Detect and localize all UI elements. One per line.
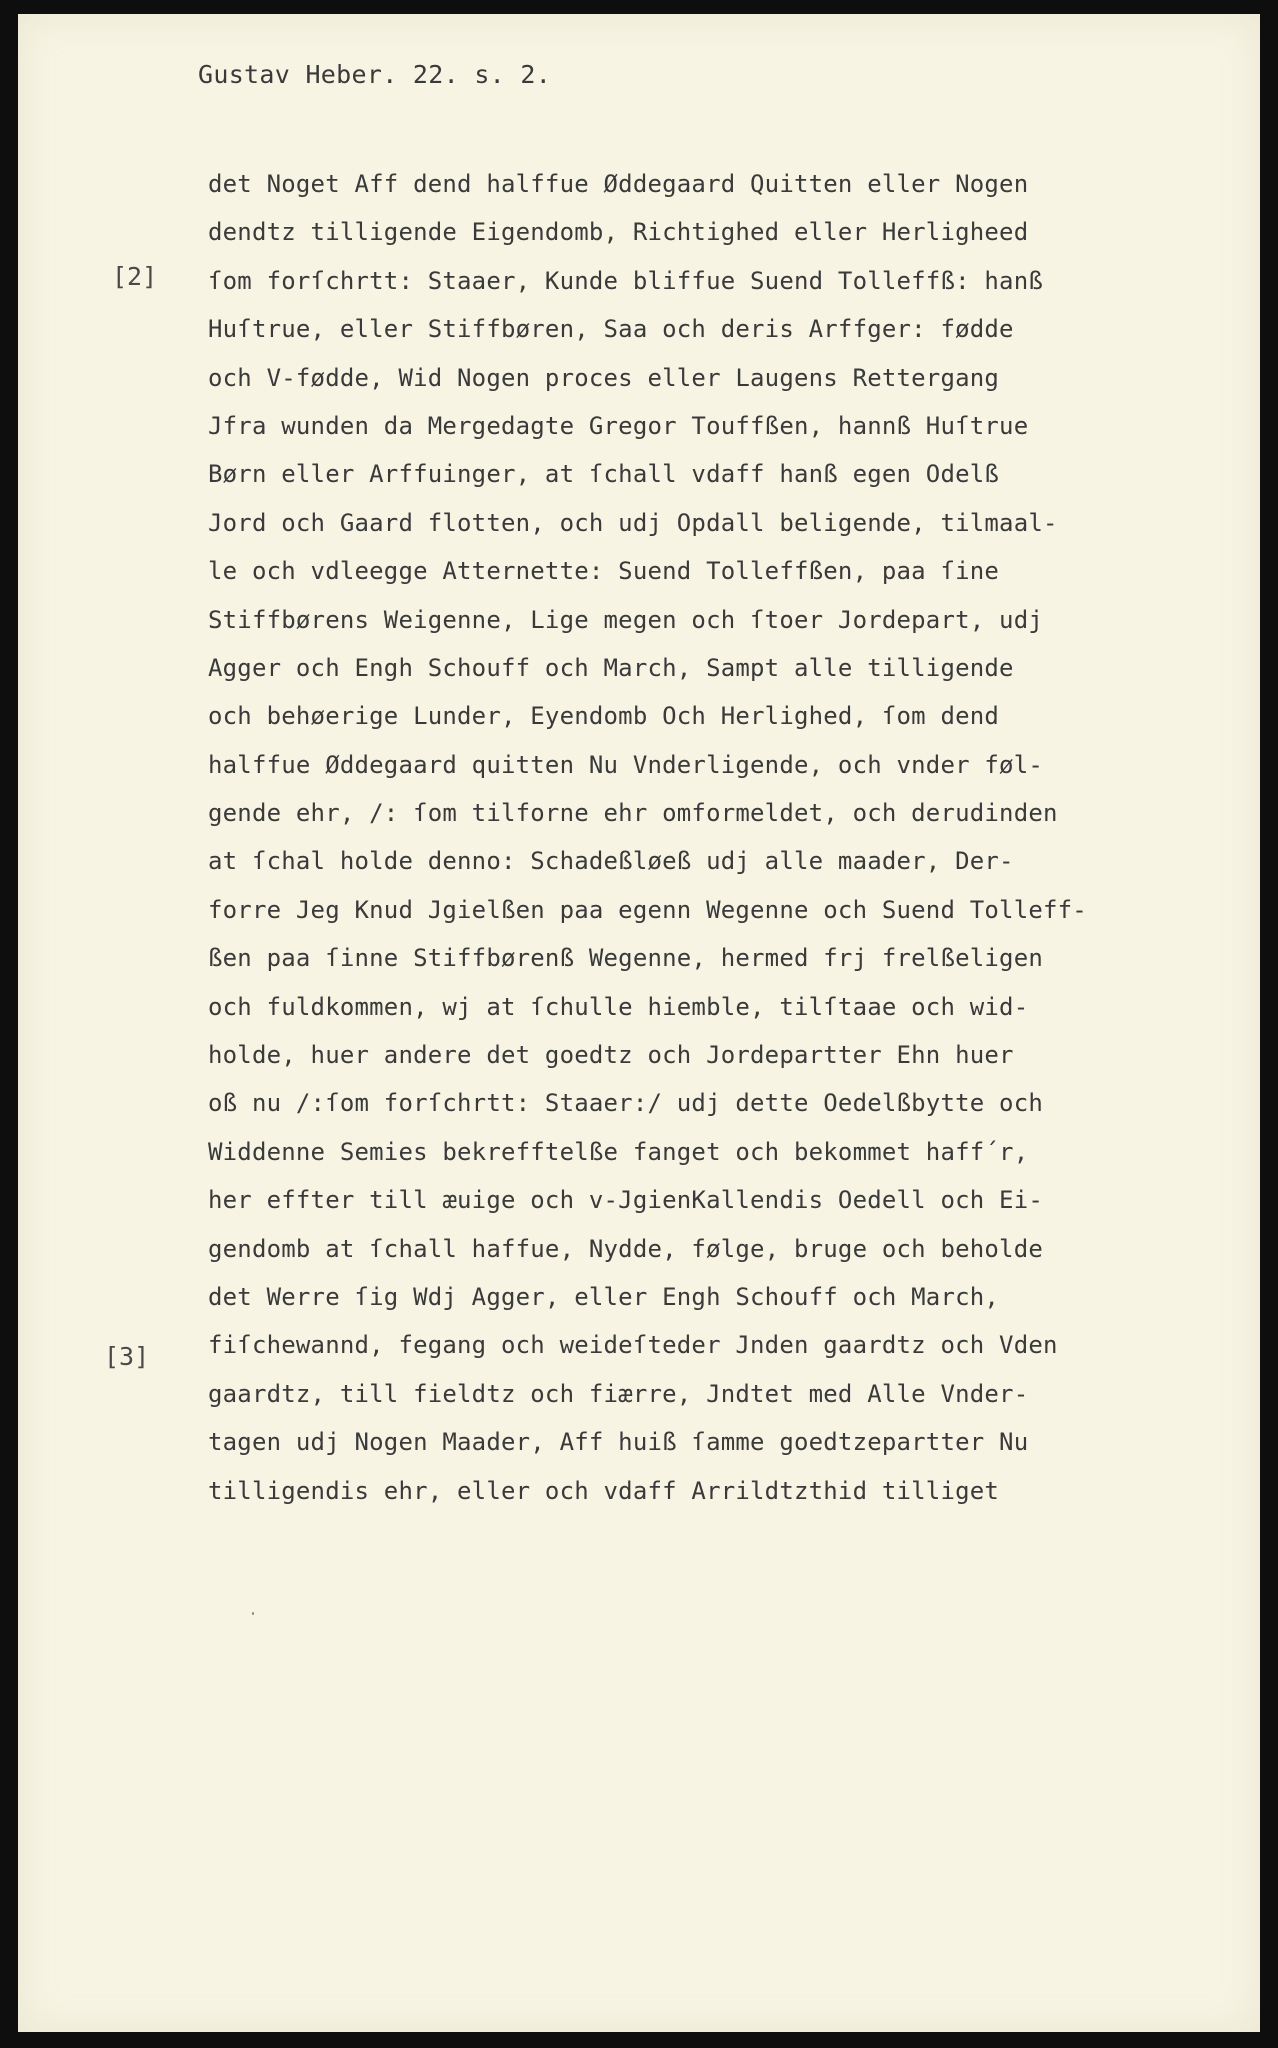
text-line-4: Huſtrue, eller Stiffbøren, Saa och deris Arffger: fødde: [208, 315, 1014, 344]
text-line-1: det Noget Aff dend halffue Øddegaard Quitten eller Nogen: [208, 170, 1029, 198]
text-line-13: halffue Øddegaard quitten Nu Vnderligende, och vnder føl-: [208, 750, 1044, 779]
text-line-20: oß nu /:ſom forſchrtt: Staaer:/ udj dette Oedelßbytte och: [208, 1089, 1044, 1118]
text-line-10: Stiffbørens Weigenne, Lige megen och ſtoer Jordepart, udj: [208, 605, 1044, 634]
text-line-23: gendomb at ſchall haffue, Nydde, følge, bruge och beholde: [208, 1234, 1044, 1263]
margin-note-3: [3]: [104, 1342, 150, 1371]
transcription-body: [208, 160, 1168, 1515]
text-line-15: at ſchal holde denno: Schadeßløeß udj alle maader, Der-: [208, 847, 1014, 876]
text-line-17: ßen paa ſinne Stiffbørenß Wegenne, hermed frj frelßeligen: [208, 944, 1044, 973]
page-header: Gustav Heber. 22. s. 2.: [198, 60, 552, 89]
text-line-7: Børn eller Arffuinger, at ſchall vdaff hanß egen Odelß: [208, 460, 1000, 489]
text-line-2: dendtz tilligende Eigendomb, Richtighed eller Herligheed: [208, 218, 1029, 247]
text-line-24: det Werre ſig Wdj Agger, eller Engh Schouff och March,: [208, 1282, 1000, 1311]
text-line-11: Agger och Engh Schouff och March, Sampt alle tilligende: [208, 653, 1014, 682]
text-line-14: gende ehr, /: ſom tilforne ehr omformeldet, och derudinden: [208, 799, 1058, 828]
text-line-6: Jfra wunden da Mergedagte Gregor Touffßen, hannß Huſtrue: [208, 411, 1029, 440]
text-line-22: her effter till æuige och v-JgienKallendis Oedell och Ei-: [208, 1186, 1044, 1215]
text-line-9: le och vdleegge Atternette: Suend Tolleffßen, paa ſine: [208, 557, 1000, 586]
paper-speck: [252, 1612, 254, 1615]
text-line-18: och fuldkommen, wj at ſchulle hiemble, tilſtaae och wid-: [208, 992, 1029, 1021]
text-line-26: gaardtz, till fieldtz och fiærre, Jndtet med Alle Vnder-: [208, 1379, 1029, 1408]
margin-note-2: [2]: [112, 262, 158, 291]
text-line-16: forre Jeg Knud Jgielßen paa egenn Wegenne och Suend Tolleff-: [208, 895, 1087, 924]
text-line-25: fiſchewannd, fegang och weideſteder Jnden gaardtz och Vden: [208, 1331, 1058, 1360]
text-line-8: Jord och Gaard flotten, och udj Opdall beligende, tilmaal-: [208, 508, 1058, 537]
text-line-5: och V-fødde, Wid Nogen proces eller Laugens Rettergang: [208, 363, 1000, 392]
text-line-27: tagen udj Nogen Maader, Aff huiß ſamme goedtzepartter Nu: [208, 1428, 1029, 1457]
text-line-21: Widdenne Semies bekrefftelße fanget och bekommet haff´r,: [208, 1137, 1029, 1166]
text-line-3: ſom forſchrtt: Staaer, Kunde bliffue Suend Tolleffß: hanß: [208, 266, 1044, 295]
text-line-28: tilligendis ehr, eller och vdaff Arrildtzthid tilliget: [208, 1476, 1000, 1505]
text-line-19: holde, huer andere det goedtz och Jordepartter Ehn huer: [208, 1041, 1014, 1070]
text-line-12: och behøerige Lunder, Eyendomb Och Herlighed, ſom dend: [208, 702, 1000, 731]
